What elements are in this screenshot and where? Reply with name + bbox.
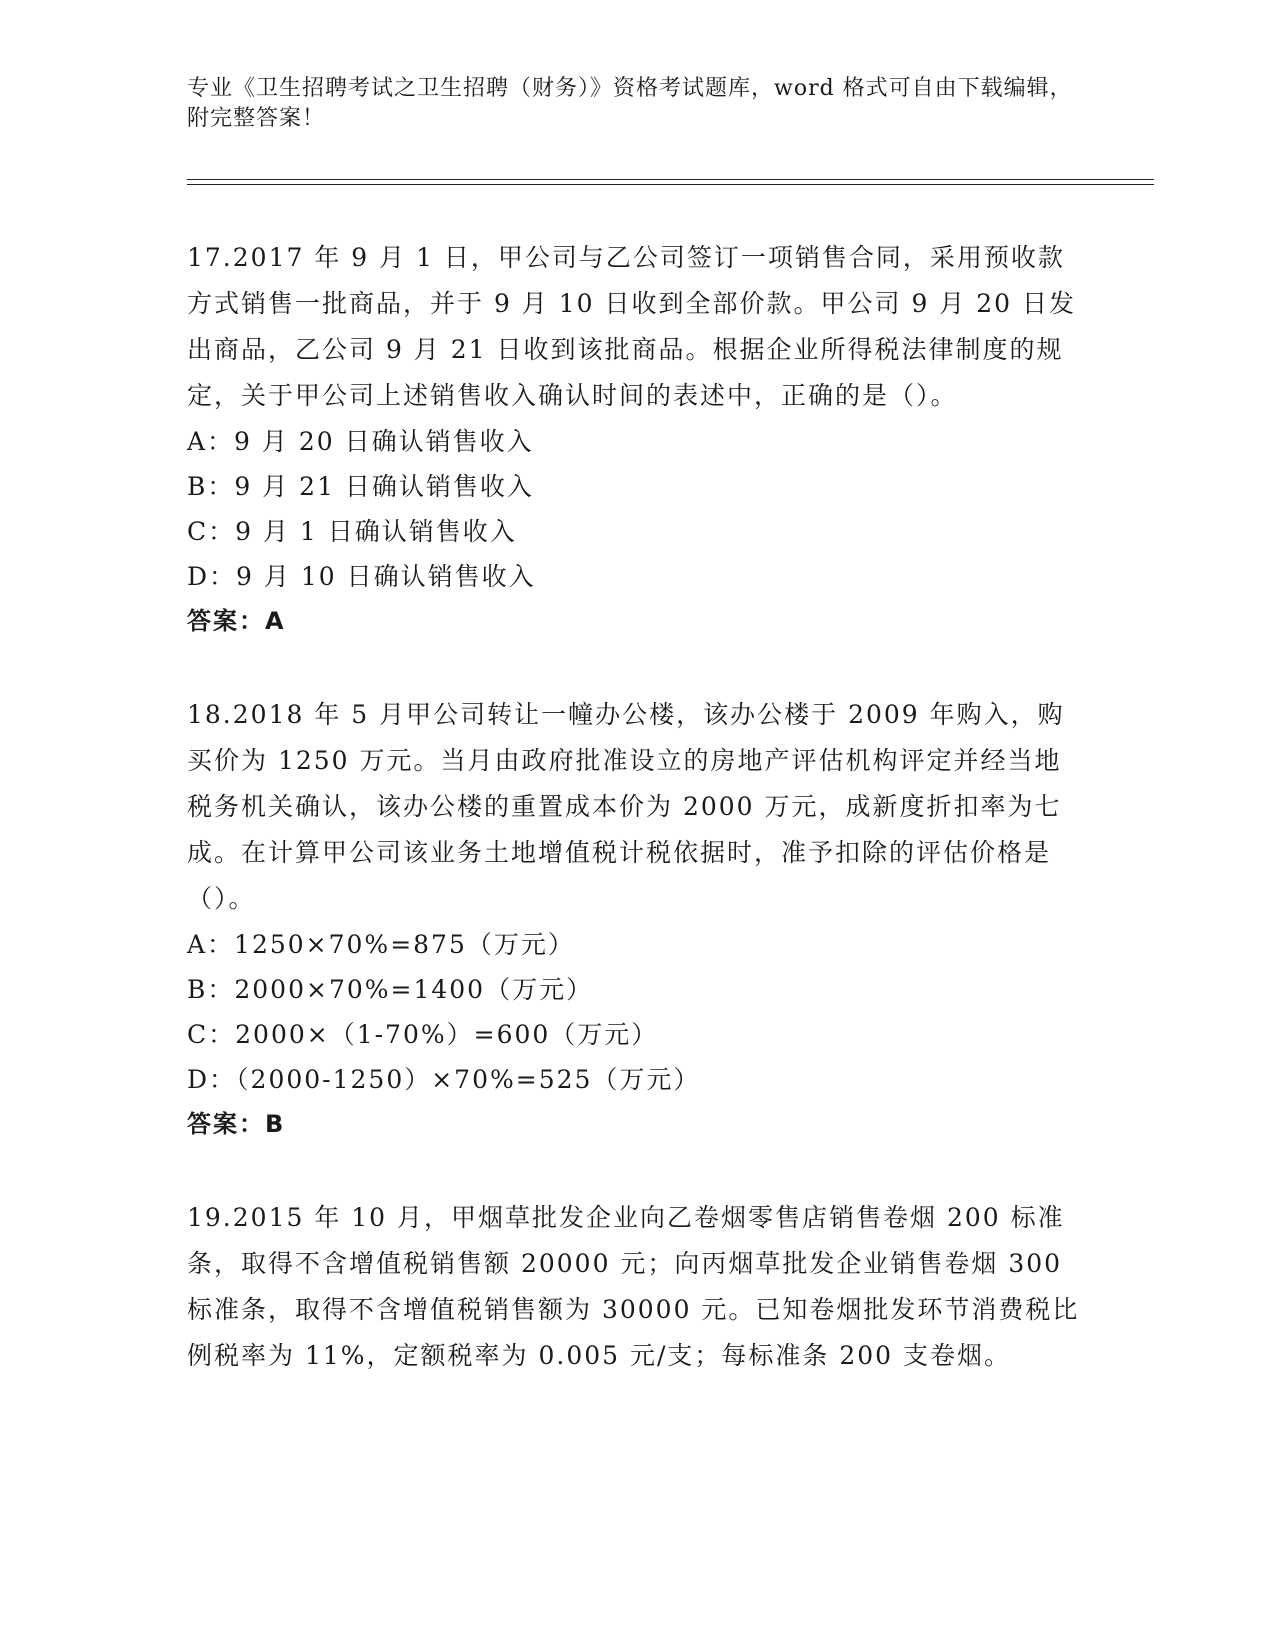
header-text: 专业《卫生招聘考试之卫生招聘（财务）》资格考试题库，word 格式可自由下载编辑，附完整答案！ [187,76,1073,131]
answer-line [187,1102,1087,1147]
answer-label: 答案： [187,607,265,635]
header-divider [187,179,1154,180]
option-a: A：1250×70%=875（万元） [187,930,575,959]
answer-value: A [265,607,286,635]
option-c: C：2000×（1-70%）=600（万元） [187,1020,659,1049]
option-d: D：9 月 10 日确认销售收入 [187,562,536,591]
question-stem: 18.2018 年 5 月甲公司转让一幢办公楼，该办公楼于 2009 年购入，购买价为 1250 万元。当月由政府批准设立的房地产评估机构评定并经当地税务机关确认，该办公楼的重置成本价为 2000 万元，成新度折扣率为七成。在计算甲公司该业务土地增值税计税依据时，准予扣除的评估价格是（）。 [187,700,1065,913]
header-divider-second [187,184,1154,185]
question-17 [187,235,1087,644]
answer-line [187,599,1087,644]
option-b: B：9 月 21 日确认销售收入 [187,472,534,501]
question-18 [187,692,1087,1147]
option-a: A：9 月 20 日确认销售收入 [187,427,534,456]
page-header [187,74,1087,134]
question-list [187,235,1087,1427]
option-b: B：2000×70%=1400（万元） [187,975,594,1004]
question-19 [187,1195,1087,1379]
answer-label: 答案： [187,1110,265,1138]
question-stem: 17.2017 年 9 月 1 日，甲公司与乙公司签订一项销售合同，采用预收款方式销售一批商品，并于 9 月 10 日收到全部价款。甲公司 9 月 20 日发出商品，乙公司 9 月 21 日收到该批商品。根据企业所得税法律制度的规定，关于甲公司上述销售收入确认时间的表述中，正确的是（）。 [187,243,1077,410]
question-stem: 19.2015 年 10 月，甲烟草批发企业向乙卷烟零售店销售卷烟 200 标准条，取得不含增值税销售额 20000 元；向丙烟草批发企业销售卷烟 300 标准条，取得不含增值税销售额为 30000 元。已知卷烟批发环节消费税比例税率为 11%，定额税率为 0.005 元/支；每标准条 200 支卷烟。 [187,1203,1080,1370]
option-d: D：（2000-1250）×70%=525（万元） [187,1065,701,1094]
answer-value: B [265,1110,286,1138]
option-c: C：9 月 1 日确认销售收入 [187,517,517,546]
